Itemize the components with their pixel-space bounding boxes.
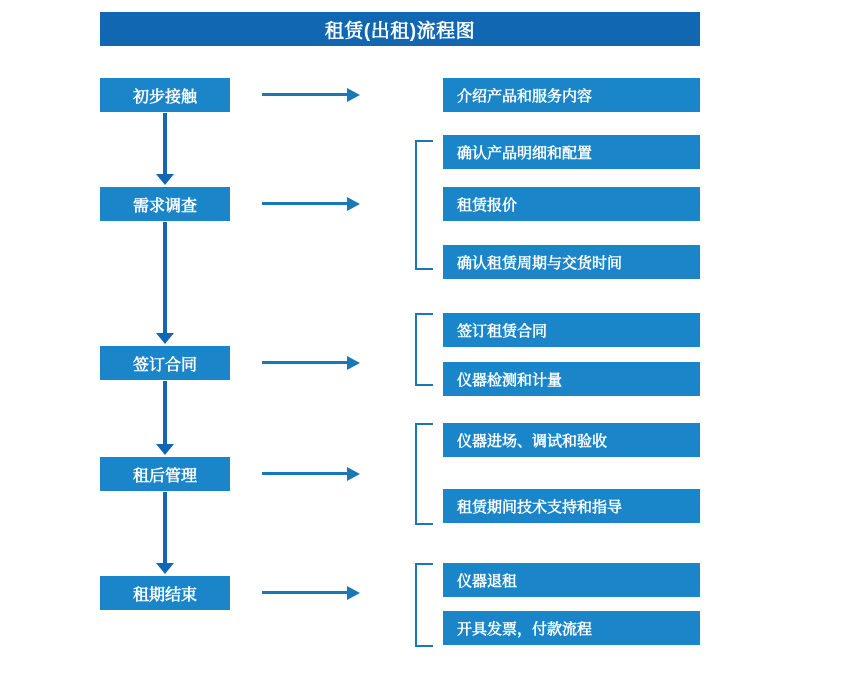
horizontal-arrow-2 [262,197,360,211]
stage-box-5[interactable]: 租期结束 [100,576,230,610]
bracket-group-5 [415,563,433,647]
bracket-group-4 [415,423,433,525]
vertical-arrow-2-3 [156,222,174,344]
detail-box-3[interactable]: 租赁报价 [443,187,700,221]
detail-box-5[interactable]: 签订租赁合同 [443,313,700,347]
horizontal-arrow-4 [262,467,360,481]
detail-box-1[interactable]: 介绍产品和服务内容 [443,78,700,112]
horizontal-arrow-3 [262,356,360,370]
vertical-arrow-4-5 [156,492,174,574]
stage-box-1[interactable]: 初步接触 [100,78,230,112]
page-title: 租赁(出租)流程图 [100,12,700,46]
vertical-arrow-3-4 [156,381,174,455]
bracket-group-3 [415,313,433,386]
detail-box-6[interactable]: 仪器检测和计量 [443,362,700,396]
detail-box-2[interactable]: 确认产品明细和配置 [443,135,700,169]
detail-box-10[interactable]: 开具发票，付款流程 [443,611,700,645]
stage-box-2[interactable]: 需求调查 [100,187,230,221]
stage-box-3[interactable]: 签订合同 [100,346,230,380]
bracket-group-2 [415,140,433,270]
detail-box-4[interactable]: 确认租赁周期与交货时间 [443,245,700,279]
vertical-arrow-1-2 [156,113,174,185]
detail-box-9[interactable]: 仪器退租 [443,563,700,597]
horizontal-arrow-5 [262,586,360,600]
detail-box-7[interactable]: 仪器进场、调试和验收 [443,423,700,457]
detail-box-8[interactable]: 租赁期间技术支持和指导 [443,489,700,523]
stage-box-4[interactable]: 租后管理 [100,457,230,491]
horizontal-arrow-1 [262,88,360,102]
